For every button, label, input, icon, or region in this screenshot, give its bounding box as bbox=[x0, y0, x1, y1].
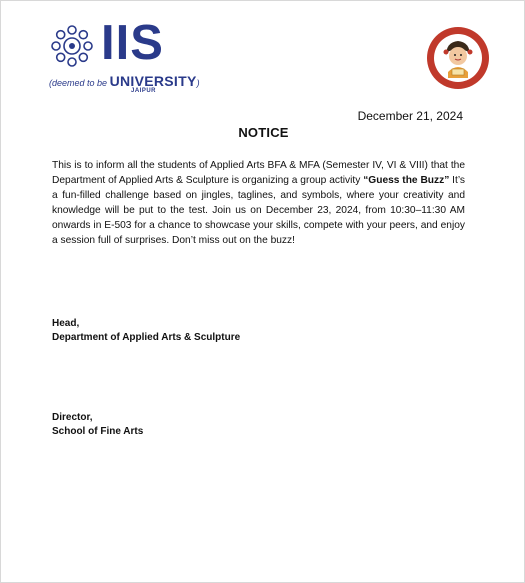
signatory-title: Director, bbox=[52, 412, 93, 423]
girl-emblem-icon bbox=[426, 26, 490, 90]
iis-emblem-icon bbox=[47, 21, 97, 71]
beti-bachao-emblem bbox=[426, 26, 490, 90]
body-text-part1: This is to inform all the students of Applied Arts BFA & MFA (Semester IV, VI & VIII) that the Department of Applied Arts & Sculpture is organizing a group activity bbox=[52, 160, 465, 186]
event-name: “Guess the Buzz” bbox=[363, 175, 450, 186]
signatory-department: School of Fine Arts bbox=[52, 426, 144, 437]
signatory-department: Department of Applied Arts & Sculpture bbox=[52, 332, 241, 343]
iis-university-logo bbox=[47, 16, 200, 94]
notice-title: NOTICE bbox=[238, 125, 289, 140]
notice-date: December 21, 2024 bbox=[357, 109, 463, 123]
logo-tagline: (deemed to be UNIVERSITY) bbox=[49, 73, 200, 89]
signatory-director bbox=[52, 411, 143, 439]
signatory-head bbox=[52, 317, 240, 345]
notice-body bbox=[52, 158, 465, 248]
logo-city: JAIPUR bbox=[131, 88, 157, 94]
logo-wordmark: IIS bbox=[101, 16, 164, 70]
body-text-part2: It’s a fun-filled challenge based on jingles, taglines, and symbols, where your creativity and knowledge will be put to the test. Join us on December 23, 2024, from 10:30–11:30 AM onwards in E-503 for a chance to showcase your skills, compete with your peers, and enjoy a session full of surprises. Don’t miss out on the buzz! bbox=[52, 175, 466, 246]
signatory-title: Head, bbox=[52, 318, 80, 329]
